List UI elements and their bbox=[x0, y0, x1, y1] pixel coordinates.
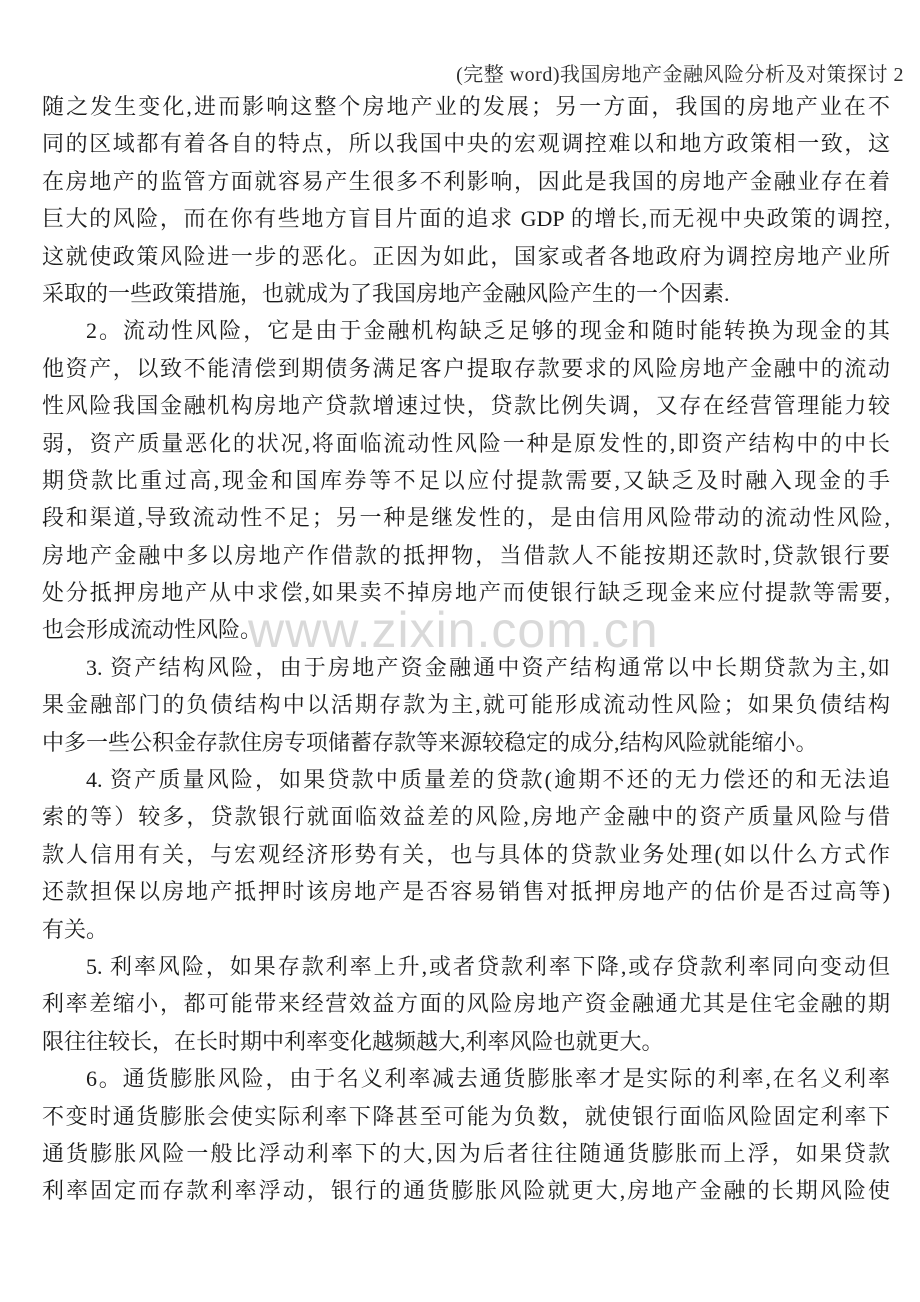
text-line: 处分抵押房地产从中求偿,如果卖不掉房地产而使银行缺乏现金来应付提款等需要, bbox=[42, 580, 890, 606]
watermark: www.zixin.com.cn bbox=[248, 602, 659, 658]
text-line: 同的区域都有着各自的特点，所以我国中央的宏观调控难以和地方政策相一致，这 bbox=[42, 131, 890, 157]
text-line: 2。流动性风险，它是由于金融机构缺乏足够的现金和随时能转换为现金的其 bbox=[86, 318, 890, 344]
document-body bbox=[42, 88, 890, 1210]
text-line: 款人信用有关，与宏观经济形势有关，也与具体的贷款业务处理(如以什么方式作 bbox=[42, 841, 890, 867]
text-line: 索的等）较多，贷款银行就面临效益差的风险,房地产金融中的资产质量风险与借 bbox=[42, 804, 890, 830]
text-line: 他资产，以致不能清偿到期债务满足客户提取存款要求的风险房地产金融中的流动 bbox=[42, 355, 890, 381]
text-line: 采取的一些政策措施，也就成为了我国房地产金融风险产生的一个因素. bbox=[42, 280, 730, 306]
text-line: 利率差缩小，都可能带来经营效益方面的风险房地产资金融通尤其是住宅金融的期 bbox=[42, 991, 890, 1017]
text-line: 果金融部门的负债结构中以活期存款为主,就可能形成流动性风险；如果负债结构 bbox=[42, 692, 890, 718]
text-line: 段和渠道,导致流动性不足；另一种是继发性的，是由信用风险带动的流动性风险, bbox=[42, 505, 890, 531]
page-header: (完整 word)我国房地产金融风险分析及对策探讨 2 bbox=[456, 64, 904, 86]
text-line: 在房地产的监管方面就容易产生很多不利影响，因此是我国的房地产金融业存在着 bbox=[42, 168, 890, 194]
text-line: 还款担保以房地产抵押时该房地产是否容易销售对抵押房地产的估价是否过高等) bbox=[42, 879, 890, 905]
text-line: 有关。 bbox=[42, 916, 109, 942]
text-line: 中多一些公积金存款住房专项储蓄存款等来源较稳定的成分,结构风险就能缩小。 bbox=[42, 729, 818, 755]
text-line: 这就使政策风险进一步的恶化。正因为如此，国家或者各地政府为调控房地产业所 bbox=[42, 243, 890, 269]
text-line: 巨大的风险，而在你有些地方盲目片面的追求 GDP 的增长,而无视中央政策的调控, bbox=[42, 206, 890, 232]
text-line: 也会形成流动性风险。 bbox=[42, 617, 263, 643]
text-line: 限往往较长，在长时期中利率变化越频越大,利率风险也就更大。 bbox=[42, 1028, 664, 1054]
text-line: 期贷款比重过高,现金和国库券等不足以应付提款需要,又缺乏及时融入现金的手 bbox=[42, 467, 890, 493]
text-line: 房地产金融中多以房地产作借款的抵押物，当借款人不能按期还款时,贷款银行要 bbox=[42, 542, 890, 568]
text-line: 性风险我国金融机构房地产贷款增速过快，贷款比例失调，又存在经营管理能力较 bbox=[42, 393, 890, 419]
text-line: 4. 资产质量风险，如果贷款中质量差的贷款(逾期不还的无力偿还的和无法追 bbox=[86, 767, 890, 793]
text-line: 通货膨胀风险一般比浮动利率下的大,因为后者往往随通货膨胀而上浮，如果贷款 bbox=[42, 1140, 890, 1166]
text-line: 随之发生变化,进而影响这整个房地产业的发展；另一方面，我国的房地产业在不 bbox=[42, 94, 890, 119]
text-line: 5. 利率风险，如果存款利率上升,或者贷款利率下降,或存贷款利率同向变动但 bbox=[86, 953, 890, 979]
text-line: 利率固定而存款利率浮动，银行的通货膨胀风险就更大,房地产金融的长期风险使 bbox=[42, 1178, 890, 1204]
text-line: 6。通货膨胀风险，由于名义利率减去通货膨胀率才是实际的利率,在名义利率 bbox=[86, 1066, 890, 1092]
text-line: 弱，资产质量恶化的状况,将面临流动性风险一种是原发性的,即资产结构中的中长 bbox=[42, 430, 890, 456]
text-line: 3. 资产结构风险，由于房地产资金融通中资产结构通常以中长期贷款为主,如 bbox=[86, 654, 890, 680]
text-line: 不变时通货膨胀会使实际利率下降甚至可能为负数，就使银行面临风险固定利率下 bbox=[42, 1103, 890, 1129]
